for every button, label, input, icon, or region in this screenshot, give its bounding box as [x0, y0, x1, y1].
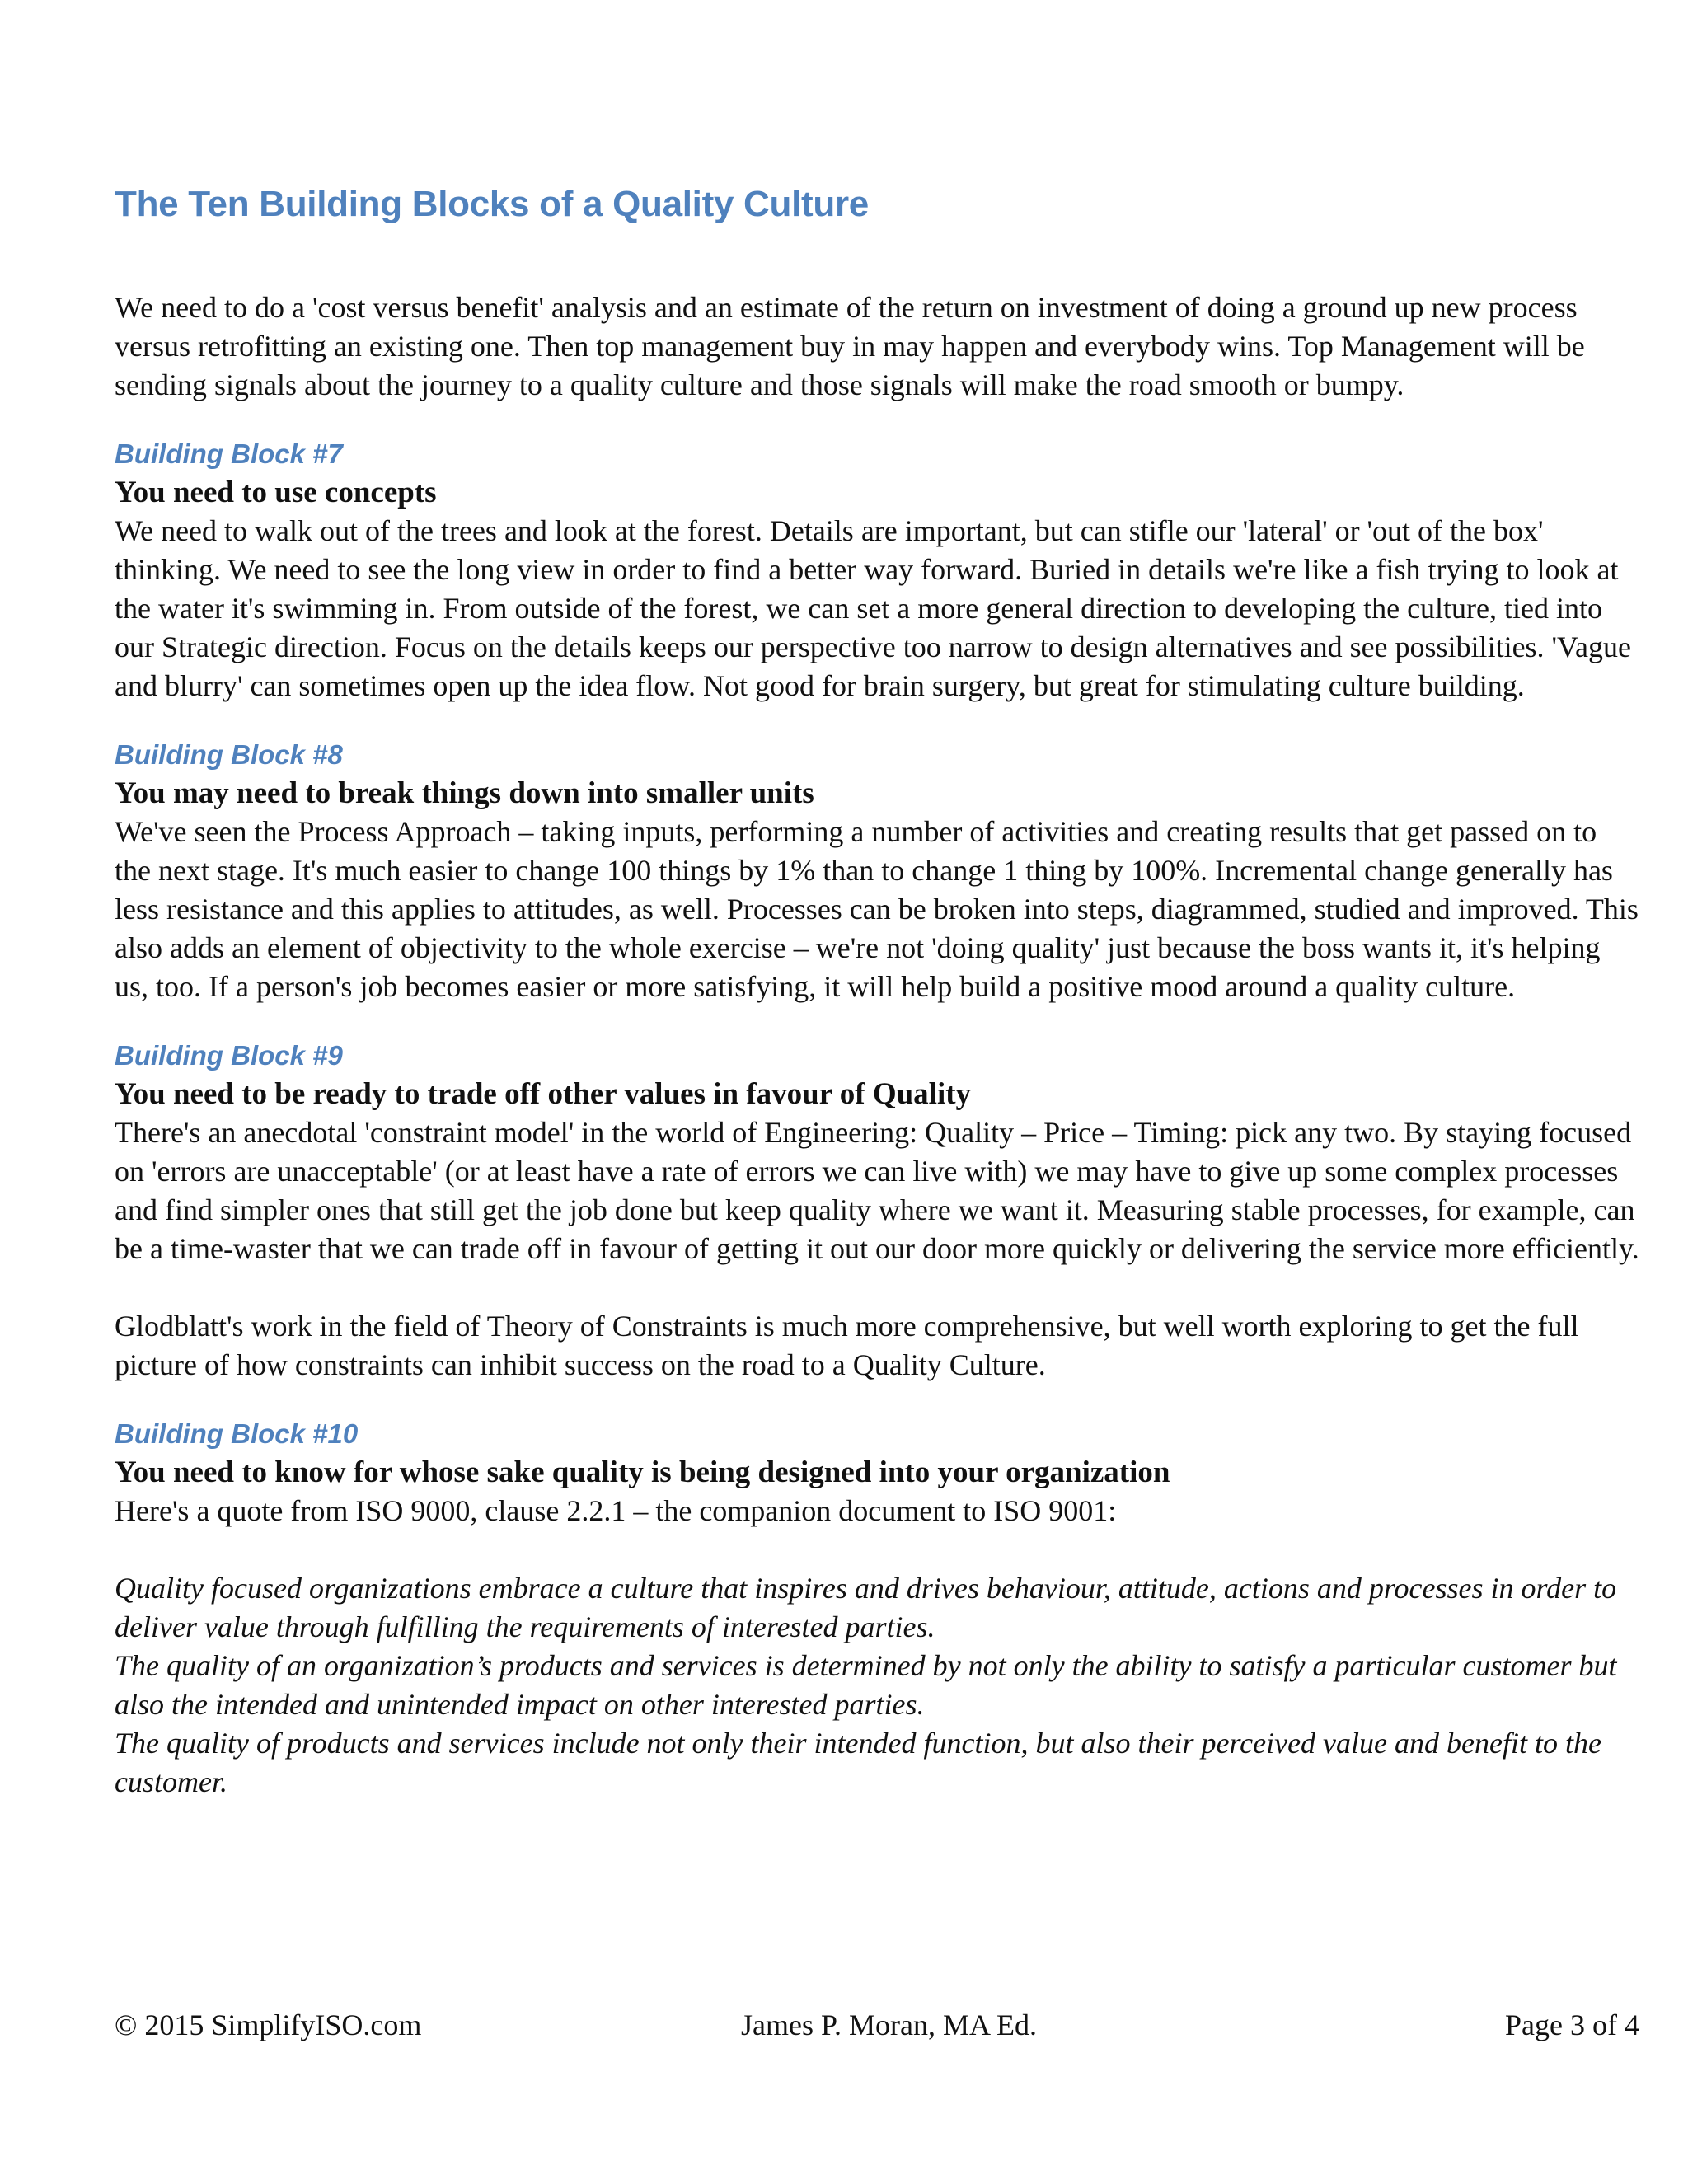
quote-line: Quality focused organizations embrace a culture that inspires and drives behaviour, attitude, actions and processes in order to deliver value through fulfilling the requirements of interested parties. [115, 1572, 1617, 1643]
block-label: Building Block #10 [115, 1418, 359, 1449]
block-paragraph: There's an anecdotal 'constraint model' in the world of Engineering: Quality – Price – Timing: pick any two. By staying focused on 'errors are unacceptable' (or at least have a rate of errors we can live with) we may have to give up some complex processes and find simpler ones that still get the job done but keep quality where we want it. Measuring stable processes, for example, can be a time-waster that we can trade off in favour of getting it out our door more quickly or delivering the service more efficiently. [115, 1116, 1639, 1265]
block-paragraph: We need to walk out of the trees and look at the forest. Details are important, but can stifle our 'lateral' or 'out of the box' thinking. We need to see the long view in order to find a better way forward. Buried in details we're like a fish trying to look at the water it's swimming in. From outside of the forest, we can set a more general direction to developing the culture, tied into our Strategic direction. Focus on the details keeps our perspective too narrow to design alternatives and see possibilities. 'Vague and blurry' can sometimes open up the idea flow. Not good for brain surgery, but great for stimulating culture building. [115, 514, 1632, 702]
building-block-9 [115, 1036, 1639, 1385]
building-block-10 [115, 1414, 1639, 1802]
building-block-8 [115, 735, 1639, 1006]
block-paragraph: Here's a quote from ISO 9000, clause 2.2.1 – the companion document to ISO 9001: [115, 1494, 1117, 1527]
footer-author: James P. Moran, MA Ed. [741, 2008, 1037, 2041]
intro-paragraph: We need to do a 'cost versus benefit' analysis and an estimate of the return on investment of doing a ground up new process versus retrofitting an existing one. Then top management buy in may happen and everybody wins. Top Management will be sending signals about the journey to a quality culture and those signals will make the road smooth or bumpy. [115, 291, 1585, 401]
block-paragraph: Glodblatt's work in the field of Theory of Constraints is much more comprehensive, but well worth exploring to get the full picture of how constraints can inhibit success on the road to a Quality Culture. [115, 1310, 1579, 1381]
building-block-7 [115, 434, 1639, 705]
block-heading: You need to use concepts [115, 476, 437, 509]
iso-quote [115, 1569, 1639, 1802]
block-heading: You need to know for whose sake quality is being designed into your organization [115, 1455, 1170, 1489]
footer-page-number: Page 3 of 4 [1505, 2008, 1639, 2041]
page-content [115, 175, 1639, 1802]
block-paragraph: We've seen the Process Approach – taking inputs, performing a number of activities and creating results that get passed on to the next stage. It's much easier to change 100 things by 1% than to change 1 thing by 100%. Incremental change generally has less resistance and this applies to attitudes, as well. Processes can be broken into steps, diagrammed, studied and improved. This also adds an element of objectivity to the whole exercise – we're not 'doing quality' just because the boss wants it, it's helping us, too. If a person's job becomes easier or more satisfying, it will help build a positive mood around a quality culture. [115, 815, 1639, 1003]
page-footer [115, 2004, 1639, 2046]
block-label: Building Block #7 [115, 438, 343, 469]
quote-line: The quality of products and services include not only their intended function, but also their perceived value and benefit to the customer. [115, 1727, 1601, 1798]
quote-line: The quality of an organization’s products and services is determined by not only the ability to satisfy a particular customer but also the intended and unintended impact on other interested parties. [115, 1649, 1617, 1721]
footer-copyright: © 2015 SimplifyISO.com [115, 2008, 422, 2041]
block-heading: You need to be ready to trade off other values in favour of Quality [115, 1077, 972, 1111]
block-heading: You may need to break things down into smaller units [115, 776, 814, 810]
document-title: The Ten Building Blocks of a Quality Culture [115, 184, 869, 224]
block-label: Building Block #9 [115, 1040, 343, 1071]
block-label: Building Block #8 [115, 739, 343, 770]
